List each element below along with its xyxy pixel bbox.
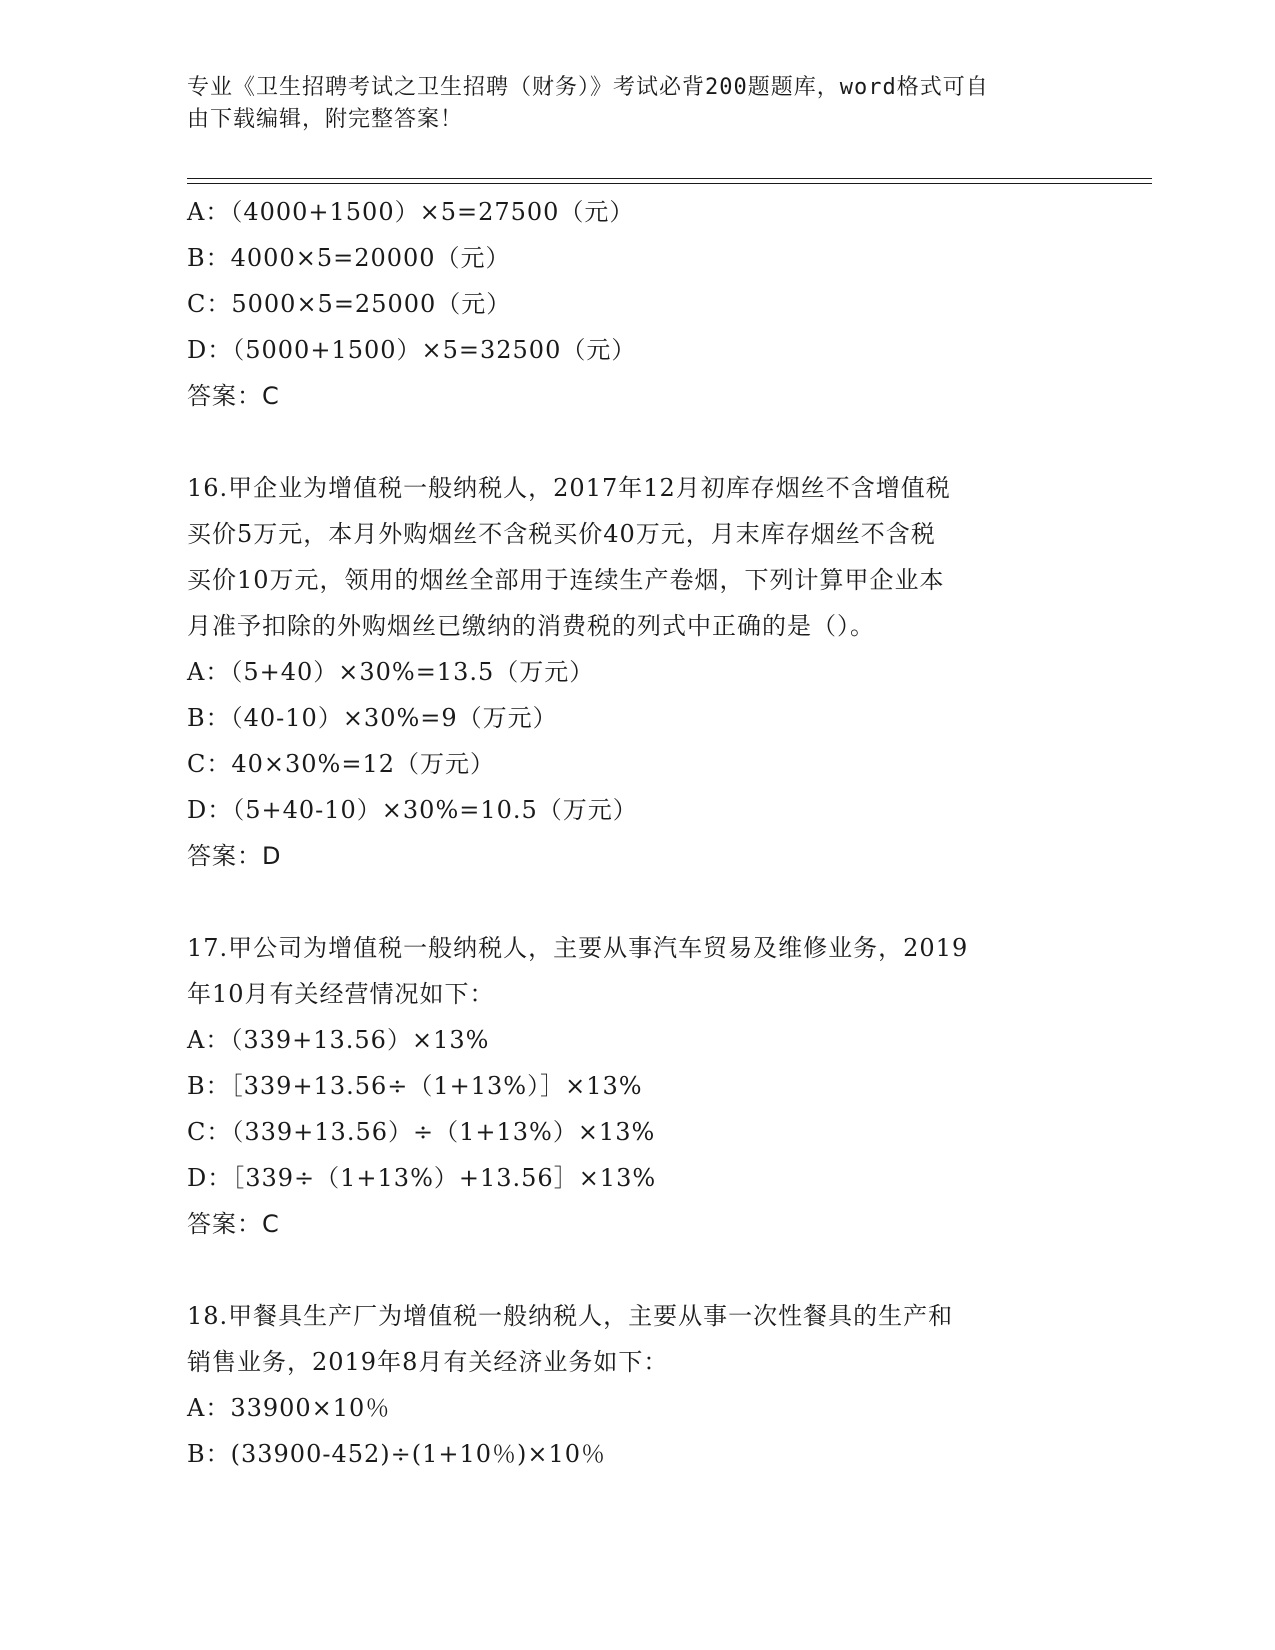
question-stem-line: 17.甲公司为增值税一般纳税人，主要从事汽车贸易及维修业务，2019 [187,934,969,962]
option-d: D：（5+40-10）×30%=10.5（万元） [187,796,638,824]
option-b: B：（40-10）×30%=9（万元） [187,704,558,732]
option-c: C：（339+13.56）÷（1+13%）×13% [187,1118,656,1146]
option-b: B：4000×5=20000（元） [187,244,511,272]
option-a: A：（339+13.56）×13% [187,1026,490,1054]
question-stem-line: 16.甲企业为增值税一般纳税人，2017年12月初库存烟丝不含增值税 [187,474,951,502]
question-stem-line: 月准予扣除的外购烟丝已缴纳的消费税的列式中正确的是（）。 [187,612,875,640]
option-b: B：(33900-452)÷(1+10％)×10％ [187,1440,607,1468]
spacer [187,1247,1087,1293]
header-divider-top [187,178,1152,179]
option-c: C：40×30%=12（万元） [187,750,496,778]
question-18-block [187,1293,1087,1477]
question-15-block [187,189,1087,419]
question-16-block [187,465,1087,879]
option-d: D：（5000+1500）×5=32500（元） [187,336,637,364]
question-stem-line: 买价5万元，本月外购烟丝不含税买价40万元，月末库存烟丝不含税 [187,520,936,548]
question-stem-line: 销售业务，2019年8月有关经济业务如下： [187,1348,669,1376]
option-a: A：（5+40）×30%=13.5（万元） [187,658,595,686]
document-header [187,72,1067,136]
option-a: A：33900×10％ [187,1394,391,1422]
option-a: A：（4000+1500）×5=27500（元） [187,198,635,226]
header-line-1: 专业《卫生招聘考试之卫生招聘（财务）》考试必背200题题库，word格式可自 [187,75,989,100]
question-list [187,189,1087,1477]
option-b: B：［339+13.56÷（1+13%）］×13% [187,1072,643,1100]
question-stem-line: 买价10万元，领用的烟丝全部用于连续生产卷烟，下列计算甲企业本 [187,566,945,594]
spacer [187,879,1087,925]
answer-line: 答案：C [187,382,280,410]
option-c: C：5000×5=25000（元） [187,290,512,318]
question-stem-line: 年10月有关经营情况如下： [187,980,495,1008]
spacer [187,419,1087,465]
option-d: D：［339÷（1+13%）+13.56］×13% [187,1164,657,1192]
question-stem-line: 18.甲餐具生产厂为增值税一般纳税人，主要从事一次性餐具的生产和 [187,1302,954,1330]
header-line-2: 由下载编辑，附完整答案！ [187,107,464,132]
answer-line: 答案：D [187,842,282,870]
question-17-block [187,925,1087,1247]
answer-line: 答案：C [187,1210,280,1238]
header-divider-bottom [187,183,1152,184]
